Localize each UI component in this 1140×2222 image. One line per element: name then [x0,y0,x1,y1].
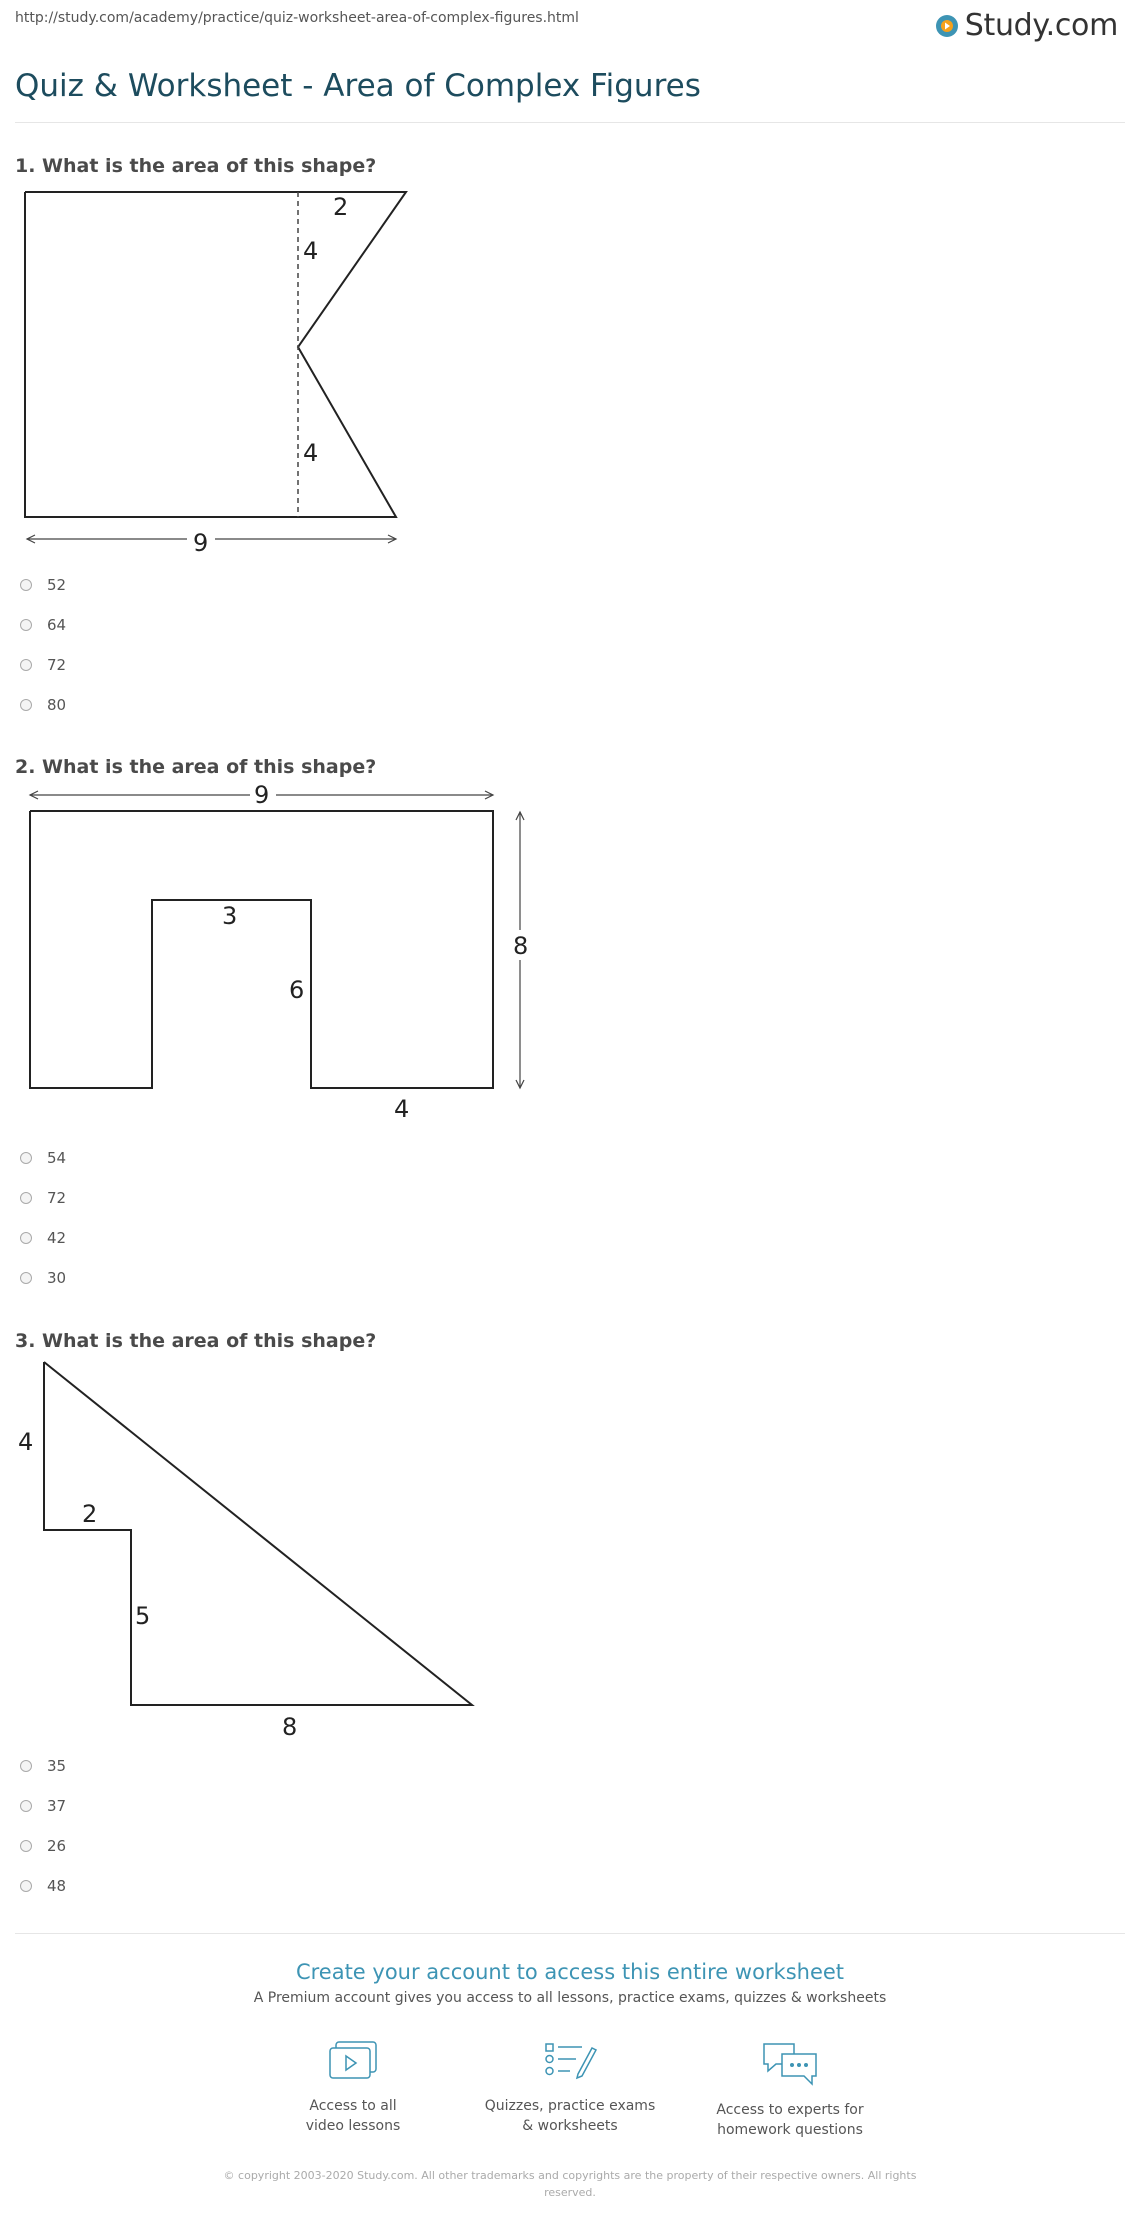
q1-option-3[interactable] [20,656,66,674]
radio-button[interactable] [20,1152,32,1164]
q2-shape-outline [30,811,493,1088]
cta-divider [15,1933,1125,1934]
copyright-footer [210,2167,930,2201]
option-label: 52 [47,576,67,594]
feature-label-line2: & worksheets [522,2118,618,2134]
radio-button[interactable] [20,659,32,671]
study-logo[interactable] [935,8,1118,43]
question-1-figure [15,182,415,557]
radio-button[interactable] [20,579,32,591]
expert-chat-icon [760,2040,820,2088]
option-label: 72 [47,656,67,674]
option-label: 80 [47,696,67,714]
feature-quizzes [460,2040,680,2136]
q1-shape-outline [25,192,406,517]
feature-label-line1: Access to experts for [716,2102,864,2118]
footer-line1: © copyright 2003-2020 Study.com. All other trademarks and copyrights are the property of their respective owners. All rights [223,2169,917,2182]
option-label: 72 [47,1189,67,1207]
feature-label-line2: homework questions [717,2122,863,2138]
q3-shape-outline [44,1362,472,1705]
radio-button[interactable] [20,1760,32,1772]
option-label: 30 [47,1269,67,1287]
page-title: Quiz & Worksheet - Area of Complex Figures [15,68,701,104]
radio-button[interactable] [20,1800,32,1812]
q1-label-top-right: 2 [333,193,349,221]
feature-label-line1: Access to all [309,2098,397,2114]
option-label: 42 [47,1229,67,1247]
question-3-text: 3. What is the area of this shape? [15,1330,377,1352]
q2-option-4[interactable] [20,1269,66,1287]
question-1-text: 1. What is the area of this shape? [15,155,377,177]
option-label: 54 [47,1149,67,1167]
brand-name: Study.com [964,8,1118,43]
quiz-checklist-icon [542,2040,598,2084]
q2-option-1[interactable] [20,1149,66,1167]
radio-button[interactable] [20,699,32,711]
title-divider [15,122,1125,123]
q1-label-lower-mid: 4 [303,439,319,467]
q2-label-base-right: 4 [394,1095,410,1123]
option-label: 37 [47,1797,67,1815]
feature-experts [680,2040,900,2140]
q2-label-top-width: 9 [254,781,270,809]
option-label: 26 [47,1837,67,1855]
page-url: http://study.com/academy/practice/quiz-worksheet-area-of-complex-figures.html [15,10,579,26]
q2-option-3[interactable] [20,1229,66,1247]
q1-option-1[interactable] [20,576,66,594]
q3-label-left-height: 4 [18,1428,34,1456]
q2-option-2[interactable] [20,1189,66,1207]
radio-button[interactable] [20,1880,32,1892]
q3-option-3[interactable] [20,1837,66,1855]
q2-label-notch-width: 3 [222,902,238,930]
q3-label-step-width: 2 [82,1500,98,1528]
question-2-text: 2. What is the area of this shape? [15,756,377,778]
option-label: 64 [47,616,67,634]
q2-label-height: 8 [513,932,529,960]
radio-button[interactable] [20,1192,32,1204]
q1-option-4[interactable] [20,696,66,714]
question-2-figure [15,780,535,1130]
q1-option-2[interactable] [20,616,66,634]
q1-label-base: 9 [193,529,209,557]
q2-label-notch-height: 6 [289,976,305,1004]
radio-button[interactable] [20,619,32,631]
q3-label-base: 8 [282,1713,298,1740]
radio-button[interactable] [20,1232,32,1244]
radio-button[interactable] [20,1272,32,1284]
feature-video-lessons [243,2040,463,2136]
question-3-figure [0,1350,500,1740]
option-label: 35 [47,1757,67,1775]
q3-option-1[interactable] [20,1757,66,1775]
q3-option-4[interactable] [20,1877,66,1895]
option-label: 48 [47,1877,67,1895]
q1-label-upper-mid: 4 [303,237,319,265]
feature-label-line2: video lessons [305,2118,401,2134]
radio-button[interactable] [20,1840,32,1852]
cta-subtitle: A Premium account gives you access to all lessons, practice exams, quizzes & worksheets [253,1990,887,2006]
study-logo-icon [935,14,959,38]
q3-label-step-height: 5 [135,1602,151,1630]
cta-title[interactable]: Create your account to access this entire worksheet [295,1960,845,1984]
footer-line2: reserved. [544,2186,596,2199]
video-lessons-icon [326,2040,380,2084]
q3-option-2[interactable] [20,1797,66,1815]
feature-label-line1: Quizzes, practice exams [484,2098,656,2114]
